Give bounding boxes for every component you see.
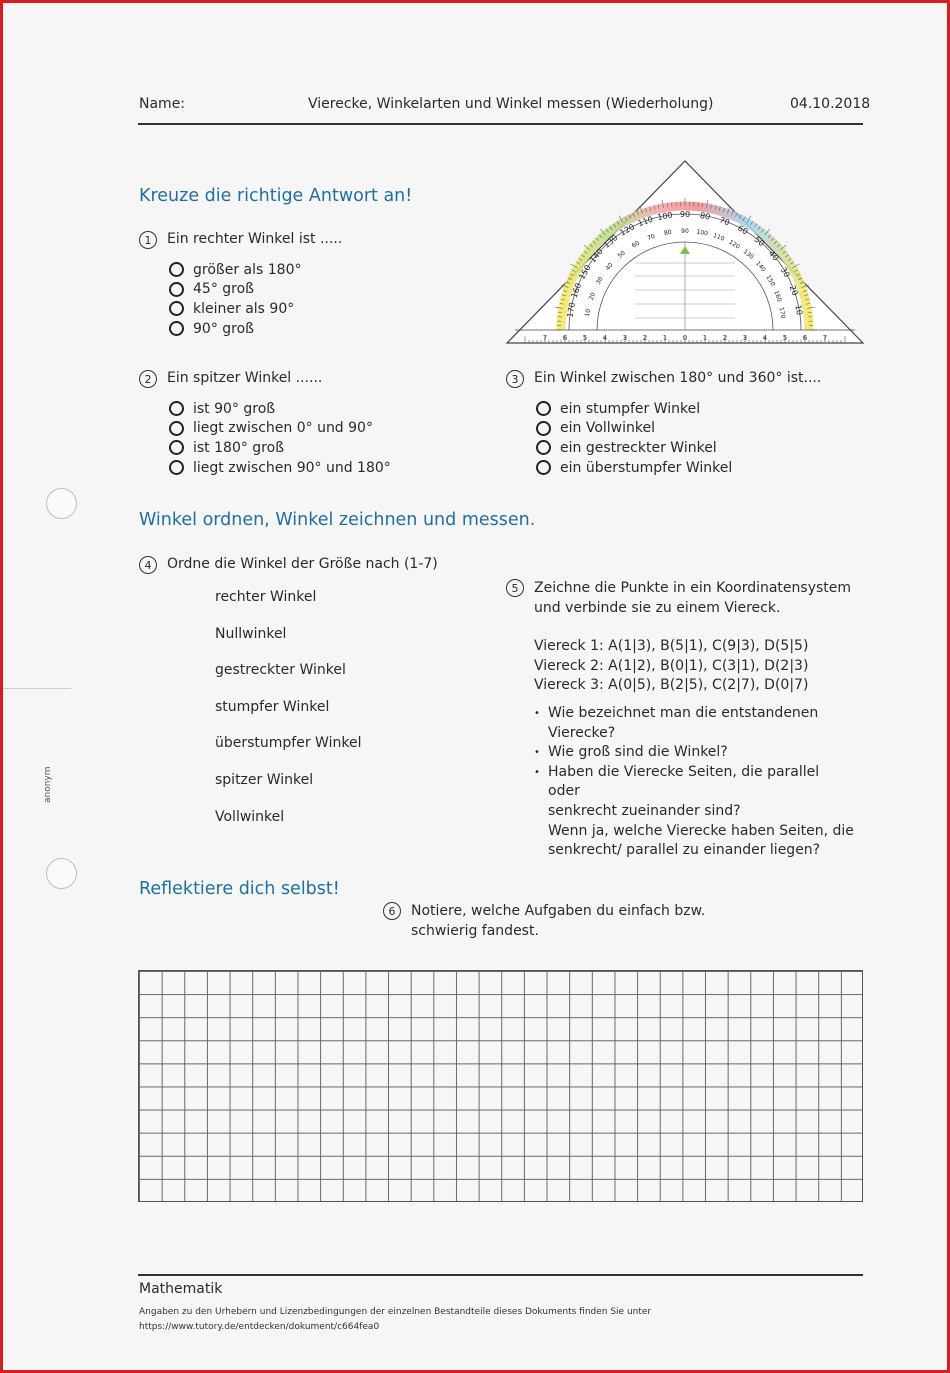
protractor-scale-label: 20: [587, 291, 598, 302]
radio-circle-icon[interactable]: [536, 460, 551, 475]
bullet-item: • Wie groß sind die Winkel?: [534, 743, 854, 763]
section-title-reflektiere: Reflektiere dich selbst!: [139, 879, 340, 899]
protractor-scale-label: 160: [569, 281, 584, 300]
viereck-item: Viereck 2: A(1|2), B(0|1), C(3|1), D(2|3): [534, 657, 809, 674]
radio-circle-icon[interactable]: [536, 421, 551, 436]
protractor-scale-label: 170: [565, 301, 578, 319]
protractor-scale-label: 80: [699, 210, 711, 222]
question-5-bullets: [534, 704, 854, 861]
protractor-scale-label: 120: [727, 238, 741, 251]
ruler-label: 1: [662, 334, 668, 342]
question-3-options: [536, 399, 732, 477]
question-number: 1: [139, 231, 157, 249]
answer-option[interactable]: ein Vollwinkel: [536, 419, 732, 439]
protractor-scale-label: 10: [793, 304, 805, 316]
protractor-scale-label: 20: [787, 284, 800, 297]
bullet-icon: •: [534, 747, 540, 759]
writing-grid[interactable]: [138, 970, 863, 1202]
protractor-scale-label: 50: [616, 249, 627, 260]
radio-circle-icon[interactable]: [169, 460, 184, 475]
radio-circle-icon[interactable]: [169, 321, 184, 336]
protractor-scale-label: 40: [766, 248, 781, 263]
protractor-scale-label: 10: [583, 308, 593, 318]
question-1: [139, 231, 342, 249]
answer-option[interactable]: ist 90° groß: [169, 399, 391, 419]
ruler-label: 1: [702, 334, 708, 342]
answer-option[interactable]: ist 180° groß: [169, 438, 391, 458]
protractor-scale-label: 30: [778, 265, 792, 279]
bullet-icon: •: [534, 708, 540, 719]
question-1-options: [169, 260, 301, 338]
angle-item: spitzer Winkel: [215, 772, 314, 788]
protractor-triangle-icon: [505, 158, 865, 348]
protractor-scale-label: 50: [752, 234, 767, 249]
header-rule: [138, 123, 863, 125]
question-5: [506, 579, 851, 618]
protractor-scale-label: 120: [618, 222, 637, 238]
ruler-label: 5: [782, 334, 788, 342]
protractor-scale-label: 170: [777, 306, 787, 320]
section-title-kreuze: Kreuze die richtige Antwort an!: [139, 186, 413, 206]
viereck-list: [534, 637, 808, 696]
protractor-scale-label: 60: [736, 223, 750, 237]
answer-option[interactable]: größer als 180°: [169, 260, 301, 280]
radio-circle-icon[interactable]: [169, 421, 184, 436]
question-number: 4: [139, 556, 157, 574]
punch-hole: [46, 858, 77, 889]
angle-item: stumpfer Winkel: [215, 699, 330, 715]
answer-option[interactable]: 90° groß: [169, 319, 301, 339]
punch-hole: [46, 488, 77, 519]
angle-item: überstumpfer Winkel: [215, 735, 362, 751]
answer-option[interactable]: kleiner als 90°: [169, 299, 301, 319]
question-text: Ein rechter Winkel ist .....: [167, 231, 343, 247]
question-text: Ein Winkel zwischen 180° und 360° ist....: [534, 370, 822, 386]
ruler-label: 3: [742, 334, 748, 342]
radio-circle-icon[interactable]: [169, 401, 184, 416]
question-text: Notiere, welche Aufgaben du einfach bzw. schwierig fandest.: [411, 903, 706, 939]
question-text: Zeichne die Punkte in ein Koordinatensystem und verbinde sie zu einem Viereck.: [534, 580, 852, 616]
protractor-scale-label: 40: [604, 261, 615, 272]
page-title: Vierecke, Winkelarten und Winkel messen (Wiederholung): [308, 96, 714, 112]
ruler-label: 4: [762, 334, 768, 342]
ruler-label: 6: [562, 334, 568, 342]
radio-circle-icon[interactable]: [536, 440, 551, 455]
protractor-scale-label: 140: [754, 260, 767, 274]
protractor-scale-label: 60: [630, 239, 641, 250]
question-text: Ein spitzer Winkel ......: [167, 370, 323, 386]
section-title-winkel: Winkel ordnen, Winkel zeichnen und messen.: [139, 510, 536, 530]
ruler-label: 7: [822, 334, 828, 342]
bullet-item: • Haben die Vierecke Seiten, die parallel oder senkrecht zueinander sind? Wenn ja, welche Vierecke haben Seiten, die senkrecht/ parallel zu einander liegen?: [534, 763, 854, 861]
question-number: 6: [383, 902, 401, 920]
question-text: Ordne die Winkel der Größe nach (1-7): [167, 556, 438, 572]
question-2-options: [169, 399, 391, 477]
question-3: [506, 370, 821, 388]
protractor-scale-label: 130: [741, 248, 755, 261]
answer-option[interactable]: liegt zwischen 90° und 180°: [169, 458, 391, 478]
question-number: 3: [506, 370, 524, 388]
angle-item: Nullwinkel: [215, 626, 287, 642]
answer-option[interactable]: ein überstumpfer Winkel: [536, 458, 732, 478]
viereck-item: Viereck 3: A(0|5), B(2|5), C(2|7), D(0|7): [534, 677, 809, 694]
ruler-label: 5: [582, 334, 588, 342]
protractor-scale-label: 130: [602, 233, 620, 250]
protractor-scale-label: 100: [695, 228, 709, 238]
radio-circle-icon[interactable]: [169, 262, 184, 277]
ruler-label: 6: [802, 334, 808, 342]
side-label: anonym: [43, 766, 53, 803]
protractor-scale-label: 70: [646, 232, 657, 243]
radio-circle-icon[interactable]: [169, 282, 184, 297]
footer-rule: [138, 1274, 863, 1276]
question-6: [383, 902, 705, 941]
ruler-label: 7: [542, 334, 548, 342]
angle-item: Vollwinkel: [215, 809, 285, 825]
protractor-scale-label: 90: [679, 210, 691, 219]
ruler-label: 4: [602, 334, 608, 342]
footer-url[interactable]: https://www.tutory.de/entdecken/dokument/c664fea0: [139, 1322, 380, 1332]
protractor-scale-label: 80: [663, 228, 673, 238]
fold-mark: [3, 688, 71, 689]
viereck-item: Viereck 1: A(1|3), B(5|1), C(9|3), D(5|5): [534, 638, 809, 654]
ruler-label: 2: [642, 334, 648, 342]
protractor-scale-label: 150: [577, 263, 593, 282]
footer-subject: Mathematik: [139, 1281, 223, 1297]
answer-option[interactable]: 45° groß: [169, 280, 301, 300]
ruler-label: 2: [722, 334, 728, 342]
answer-option[interactable]: liegt zwischen 0° und 90°: [169, 419, 391, 439]
question-number: 2: [139, 370, 157, 388]
protractor-scale-label: 150: [764, 274, 777, 288]
bullet-item: • Wie bezeichnet man die entstandenen Vierecke?: [534, 704, 854, 743]
protractor-scale-label: 90: [681, 228, 689, 235]
angle-item: gestreckter Winkel: [215, 662, 346, 678]
footer-note: Angaben zu den Urhebern und Lizenzbedingungen der einzelnen Bestandteile dieses Dokuments finden Sie unter: [139, 1307, 652, 1317]
protractor-scale-label: 70: [718, 215, 731, 228]
date: 04.10.2018: [790, 96, 871, 112]
protractor-scale-label: 140: [588, 247, 605, 265]
protractor-scale-label: 30: [594, 275, 605, 286]
radio-circle-icon[interactable]: [169, 301, 184, 316]
answer-option[interactable]: ein gestreckter Winkel: [536, 438, 732, 458]
question-4: [139, 556, 438, 574]
ruler-label: 3: [622, 334, 628, 342]
name-label: Name:: [139, 96, 186, 112]
protractor-scale-label: 110: [712, 232, 726, 243]
protractor-scale-label: 160: [772, 289, 783, 303]
answer-option[interactable]: ein stumpfer Winkel: [536, 399, 732, 419]
ruler-label: 0: [682, 334, 688, 342]
bullet-icon: •: [534, 766, 540, 778]
protractor-scale-label: 110: [636, 214, 655, 229]
radio-circle-icon[interactable]: [169, 440, 184, 455]
radio-circle-icon[interactable]: [536, 401, 551, 416]
question-number: 5: [506, 579, 524, 597]
angle-item: rechter Winkel: [215, 589, 317, 605]
question-2: [139, 370, 322, 388]
protractor-scale-label: 100: [656, 210, 674, 223]
